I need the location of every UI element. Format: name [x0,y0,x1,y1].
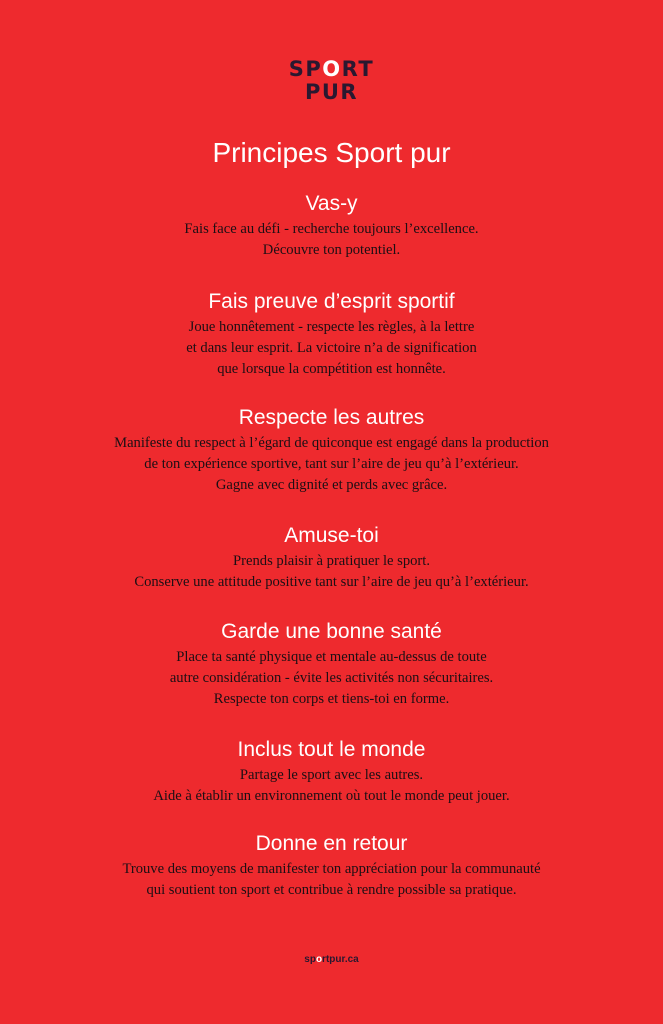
section-line: et dans leur esprit. La victoire n’a de signification [186,340,477,356]
section-body [0,859,663,901]
section-line: Découvre ton potentiel. [262,242,401,258]
section-line: Gagne avec dignité et perds avec grâce. [215,477,448,493]
website-link[interactable] [0,954,663,965]
section-heading: Amuse-toi [284,524,379,547]
section-vas-y [0,191,663,261]
section-inclus-tout-le-monde [0,737,663,807]
section-line: Aide à établir un environnement où tout le monde peut jouer. [153,788,510,804]
url-part-sp: sp [304,954,316,965]
section-line: de ton expérience sportive, tant sur l’aire de jeu qu’à l’extérieur. [144,456,519,472]
section-line: Place ta santé physique et mentale au-dessus de toute [176,649,487,665]
section-body [0,647,663,710]
section-line: Prends plaisir à pratiquer le sport. [233,553,430,569]
section-line: qui soutient ton sport et contribue à rendre possible sa pratique. [146,882,517,898]
section-line: Trouve des moyens de manifester ton appréciation pour la communauté [122,861,541,877]
page-title: Principes Sport pur [212,137,451,168]
section-heading: Respecte les autres [238,406,425,429]
logo-text-sp: SP [288,57,323,81]
section-amuse-toi [0,523,663,593]
section-donne-en-retour [0,831,663,901]
section-heading: Inclus tout le monde [237,738,426,761]
section-body [0,765,663,807]
section-body [0,551,663,593]
section-line: que lorsque la compétition est honnête. [217,361,446,377]
section-line: Fais face au défi - recherche toujours l’excellence. [184,221,479,237]
section-respecte-autres [0,405,663,496]
section-heading: Garde une bonne santé [221,620,442,643]
section-line: Conserve une attitude positive tant sur l’aire de jeu qu’à l’extérieur. [134,574,529,590]
section-line: Respecte ton corps et tiens-toi en forme. [213,691,450,707]
section-body [0,433,663,496]
section-line: Joue honnêtement - respecte les règles, à la lettre [188,319,475,335]
section-heading: Fais preuve d’esprit sportif [208,290,455,313]
section-line: autre considération - évite les activités non sécuritaires. [169,670,494,686]
logo-line-pur: PUR [304,80,359,104]
section-line: Partage le sport avec les autres. [239,767,424,783]
sport-pur-logo [0,58,663,104]
section-line: Manifeste du respect à l’égard de quiconque est engagé dans la production [114,435,549,451]
section-heading: Donne en retour [255,832,408,855]
logo-text-rt: RT [341,57,375,81]
section-heading: Vas-y [305,192,358,215]
section-bonne-sante [0,619,663,710]
section-body [0,219,663,261]
section-body [0,317,663,380]
url-part-rest: rtpur.ca [322,954,359,965]
url-part-o: o [315,954,323,965]
section-esprit-sportif [0,289,663,380]
logo-text-o: O [322,57,342,81]
logo-line-sport [0,58,663,81]
